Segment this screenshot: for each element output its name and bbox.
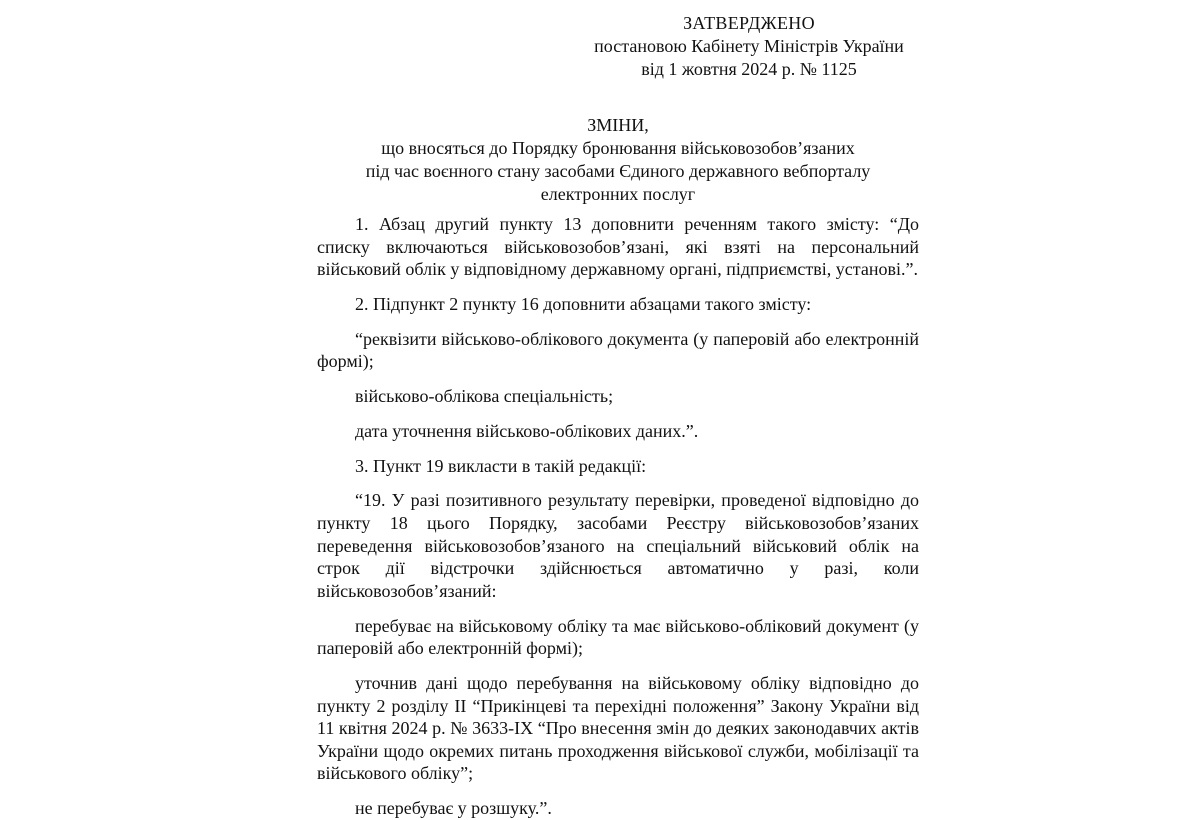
document-subtitle-line-3: електронних послуг bbox=[540, 184, 696, 204]
paragraph-item-2: 2. Підпункт 2 пункту 16 доповнити абзацами такого змісту: bbox=[355, 293, 812, 314]
document-body bbox=[317, 213, 919, 820]
paragraph-condition-registered: перебуває на військовому обліку та має військово-обліковий документ (у паперовій або електронній формі); bbox=[317, 615, 919, 659]
paragraph-quote-requisites: “реквізити військово-облікового документа (у паперовій або електронній формі); bbox=[317, 328, 919, 372]
paragraph-item-3: 3. Пункт 19 викласти в такій редакції: bbox=[355, 455, 647, 476]
approval-issuer: постановою Кабінету Міністрів України bbox=[594, 36, 904, 56]
approval-date-number: від 1 жовтня 2024 р. № 1125 bbox=[641, 59, 857, 79]
paragraph-item-1: 1. Абзац другий пункту 13 доповнити реченням такого змісту: “До списку включаються військовозобов’язані, які взяті на персональний військовий облік у відповідному державному органі, підприємстві, установі.”. bbox=[317, 214, 919, 280]
document-subtitle-line-1: що вносяться до Порядку бронювання військовозобов’язаних bbox=[381, 138, 855, 158]
paragraph-point-19: “19. У разі позитивного результату перевірки, проведеної відповідно до пункту 18 цього Порядку, засобами Реєстру військовозобов’язаних переведення військовозобов’язаного на спеціальний військовий облік на строк дії відстрочки здійснюється автоматично у разі, коли військовозобов’язаний: bbox=[317, 490, 919, 601]
paragraph-condition-not-wanted: не перебуває у розшуку.”. bbox=[355, 798, 552, 819]
document-subtitle-line-2: під час воєнного стану засобами Єдиного державного вебпорталу bbox=[365, 161, 871, 181]
paragraph-quote-date: дата уточнення військово-облікових даних.”. bbox=[355, 420, 699, 441]
document-title: ЗМІНИ, bbox=[587, 115, 649, 135]
paragraph-quote-specialty: військово-облікова спеціальність; bbox=[355, 386, 614, 407]
approval-stamp bbox=[584, 12, 914, 81]
paragraph-condition-updated-data: уточнив дані щодо перебування на військовому обліку відповідно до пункту 2 розділу II “Прикінцеві та перехідні положення” Закону України від 11 квітня 2024 р. № 3633-IX “Про внесення змін до деяких законодавчих актів України щодо окремих питань проходження військової служби, мобілізації та військового обліку”; bbox=[317, 673, 919, 784]
approval-title: ЗАТВЕРДЖЕНО bbox=[683, 13, 815, 33]
document-heading bbox=[317, 114, 919, 206]
